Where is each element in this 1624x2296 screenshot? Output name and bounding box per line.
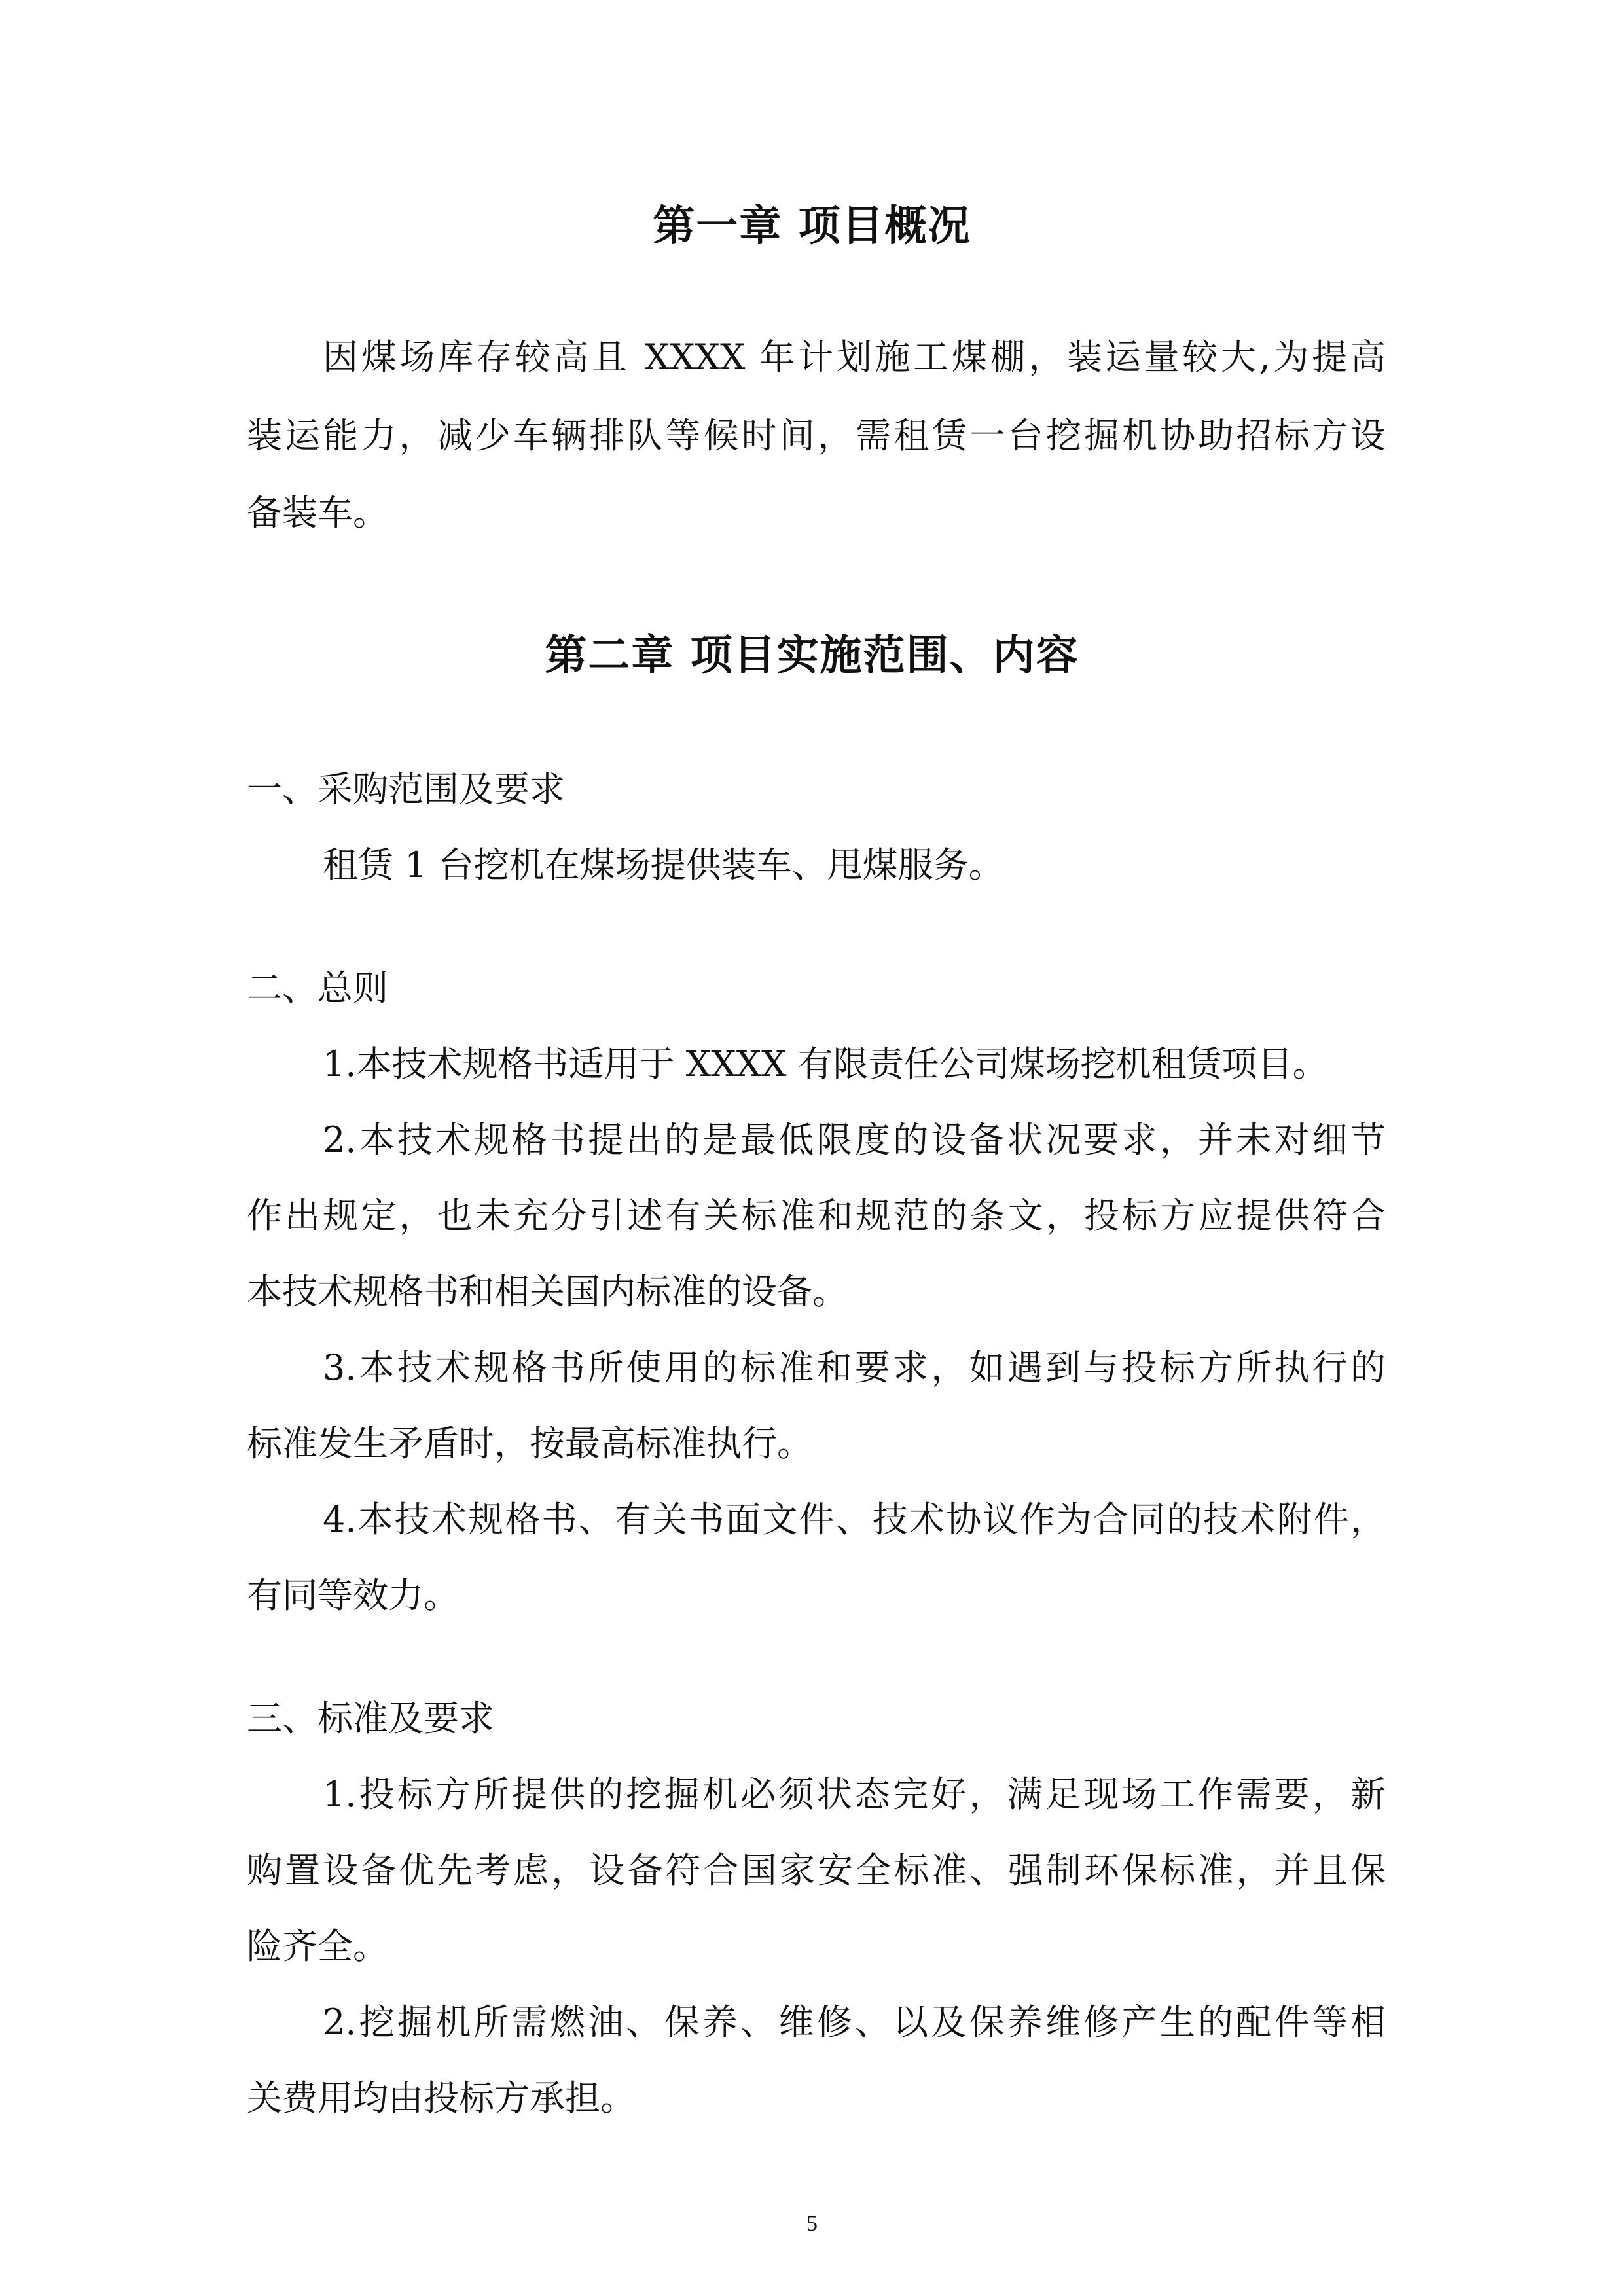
section3-heading: 三、标准及要求 [247, 1698, 494, 1739]
section1-heading: 一、采购范围及要求 [247, 768, 565, 810]
section2-item2-line: 2.本技术规格书提出的是最低限度的设备状况要求，并未对细节 [323, 1119, 1386, 1160]
section2-item3-line: 标准发生矛盾时，按最高标准执行。 [247, 1423, 812, 1464]
section3-item2-line: 2.挖掘机所需燃油、保养、维修、以及保养维修产生的配件等相 [323, 2001, 1386, 2043]
section2-item2-line: 本技术规格书和相关国内标准的设备。 [247, 1271, 848, 1312]
page-number: 5 [806, 2212, 818, 2236]
chapter2-title: 第二章 项目实施范围、内容 [545, 631, 1079, 680]
section3-item1-line: 购置设备优先考虑，设备符合国家安全标准、强制环保标准，并且保 [247, 1850, 1386, 1891]
section2-heading: 二、总则 [247, 967, 388, 1009]
section2-item3-line: 3.本技术规格书所使用的标准和要求，如遇到与投标方所执行的 [323, 1347, 1386, 1388]
section2-item4-line: 有同等效力。 [247, 1575, 459, 1616]
section3-item1-line: 1.投标方所提供的挖掘机必须状态完好，满足现场工作需要，新 [323, 1774, 1386, 1815]
chapter1-para-line: 因煤场库存较高且 XXXX 年计划施工煤棚，装运量较大,为提高 [323, 336, 1386, 378]
section1-line: 租赁 1 台挖机在煤场提供装车、甩煤服务。 [323, 844, 1004, 886]
chapter1-title: 第一章 项目概况 [653, 202, 971, 251]
section2-item4-line: 4.本技术规格书、有关书面文件、技术协议作为合同的技术附件， [323, 1499, 1386, 1540]
section3-item2-line: 关费用均由投标方承担。 [247, 2077, 636, 2119]
section2-item2-line: 作出规定，也未充分引述有关标准和规范的条文，投标方应提供符合 [247, 1195, 1386, 1236]
section3-item1-line: 险齐全。 [247, 1926, 388, 1967]
chapter1-para-line: 装运能力，减少车辆排队等候时间，需租赁一台挖掘机协助招标方设 [247, 415, 1386, 456]
section2-item1-line: 1.本技术规格书适用于 XXXX 有限责任公司煤场挖机租赁项目。 [323, 1043, 1328, 1085]
chapter1-para-line: 备装车。 [247, 492, 388, 533]
